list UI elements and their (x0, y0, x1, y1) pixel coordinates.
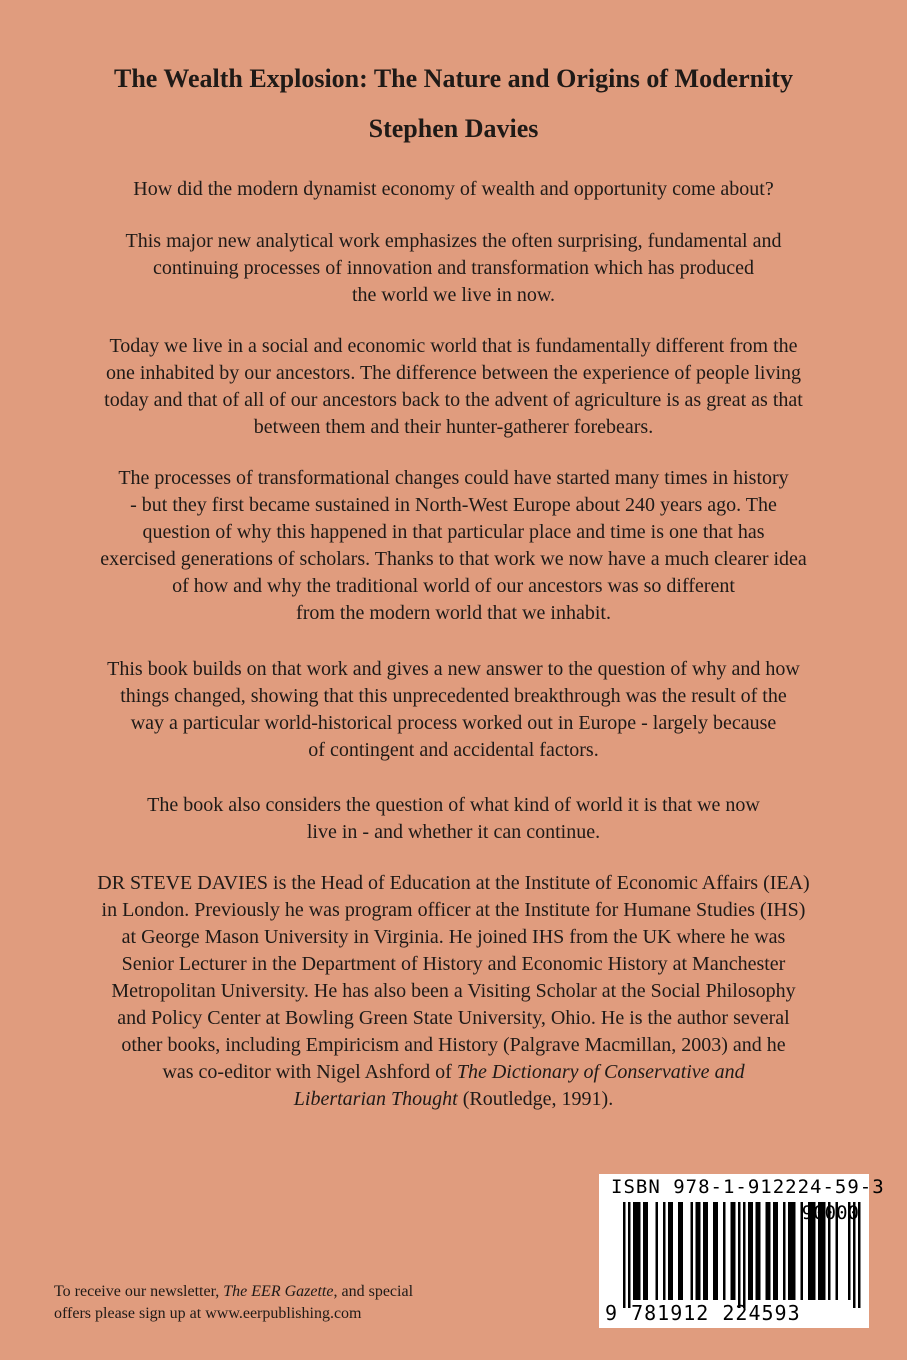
blurb-line: things changed, showing that this unprecedented breakthrough was the result of the (120, 685, 787, 707)
barcode-bar (738, 1202, 741, 1308)
bio-line: Metropolitan University. He has also been a Visiting Scholar at the Social Philosophy (111, 980, 796, 1002)
blurb-line: How did the modern dynamist economy of wealth and opportunity come about? (133, 178, 774, 200)
barcode-bar (663, 1202, 666, 1300)
barcode-bar (808, 1202, 811, 1300)
bio-line: at George Mason University in Virginia. He joined IHS from the UK where he was (121, 926, 786, 948)
barcode-bar (723, 1202, 726, 1300)
isbn-barcode (599, 1174, 885, 1328)
blurb-line: The book also considers the question of what kind of world it is that we now (147, 794, 760, 816)
bio-line: Senior Lecturer in the Department of History and Economic History at Manchester (121, 953, 786, 975)
footer-line (54, 1281, 413, 1303)
barcode-bar (801, 1202, 804, 1300)
barcode-bar (773, 1202, 776, 1300)
barcode-bar (633, 1202, 636, 1300)
author-bio (40, 870, 867, 1113)
barcode-bar (858, 1202, 861, 1308)
blurb-line: of how and why the traditional world of our ancestors was so different (172, 575, 735, 597)
blurb-line: Today we live in a social and economic world that is fundamentally different from the (109, 335, 798, 357)
blurb-line: continuing processes of innovation and transformation which has produced (153, 257, 754, 279)
footer-text: , and special (333, 1283, 414, 1300)
barcode-bar (731, 1202, 734, 1300)
barcode-bar (776, 1202, 779, 1300)
barcode-bar (793, 1202, 796, 1300)
bio-text: (Routledge, 1991). (457, 1088, 614, 1110)
barcode-bar (756, 1202, 759, 1300)
blurb-line: the world we live in now. (351, 284, 556, 306)
blurb-line: This major new analytical work emphasizes the often surprising, fundamental and (125, 230, 782, 252)
barcode-bar (733, 1202, 736, 1300)
barcode-bar (768, 1202, 771, 1300)
barcode-bar (783, 1202, 786, 1300)
bio-line: in London. Previously he was program officer at the Institute for Humane Studies (IHS) (101, 899, 806, 921)
barcode-bar (791, 1202, 794, 1300)
bio-line: other books, including Empiricism and History (Palgrave Macmillan, 2003) and he (121, 1034, 786, 1056)
barcode-bar (766, 1202, 769, 1300)
barcode-bar (853, 1202, 856, 1308)
barcode-bar (668, 1202, 671, 1300)
book-author: Stephen Davies (368, 114, 539, 143)
blurb-line: exercised generations of scholars. Thanks to that work we now have a much clearer idea (100, 548, 807, 570)
barcode-bar (691, 1202, 694, 1300)
barcode-bar (751, 1202, 754, 1300)
ean-digits: 9 781912 224593 (605, 1301, 801, 1325)
barcode-bar (821, 1202, 824, 1300)
newsletter-note (54, 1281, 413, 1325)
blurb-line: one inhabited by our ancestors. The difference between the experience of people living (105, 362, 802, 384)
blurb-line: of contingent and accidental factors. (308, 739, 599, 761)
barcode-bar (818, 1202, 821, 1300)
barcode-bar (628, 1202, 631, 1308)
footer-text: To receive our newsletter, (54, 1283, 224, 1300)
bio-line: and Policy Center at Bowling Green State University, Ohio. He is the author several (117, 1007, 790, 1029)
barcode-bar (748, 1202, 751, 1300)
barcode-bar (656, 1202, 659, 1300)
barcode-bar (643, 1202, 646, 1300)
barcode-bar (698, 1202, 701, 1300)
footer-line: offers please sign up at www.eerpublishing.com (54, 1305, 362, 1322)
book-reference-italic: The Dictionary of Conservative and (456, 1061, 745, 1083)
blurb-line: - but they first became sustained in North-West Europe about 240 years ago. The (130, 494, 777, 516)
isbn-label: ISBN 978-1-912224-59-3 (611, 1176, 885, 1198)
blurb-paragraph-6 (40, 792, 867, 846)
blurb-paragraph-5 (40, 656, 867, 764)
barcode-bar (848, 1202, 851, 1300)
barcode-bar (788, 1202, 791, 1300)
blurb-paragraph-3 (40, 333, 867, 441)
barcode-bar (716, 1202, 719, 1300)
barcode-bar (646, 1202, 649, 1300)
blurb-line: The processes of transformational changes could have started many times in history (118, 467, 789, 489)
book-reference-italic: Libertarian Thought (293, 1088, 458, 1110)
blurb-line: from the modern world that we inhabit. (296, 602, 611, 624)
barcode-bar (823, 1202, 826, 1300)
bio-text: was co-editor with Nigel Ashford of (162, 1061, 457, 1083)
blurb-paragraph-1 (40, 176, 867, 203)
bio-line: DR STEVE DAVIES is the Head of Education at the Institute of Economic Affairs (IEA) (97, 872, 810, 894)
barcode-bar (703, 1202, 706, 1300)
blurb-line: between them and their hunter-gatherer forebears. (253, 416, 654, 438)
barcode-bar (706, 1202, 709, 1300)
barcode-bar (681, 1202, 684, 1300)
barcode-bar (836, 1202, 839, 1300)
barcode-bar (678, 1202, 681, 1300)
barcode-bar (696, 1202, 699, 1300)
bio-line (40, 1086, 867, 1113)
blurb-line: question of why this happened in that particular place and time is one that has (142, 521, 765, 543)
blurb-line: way a particular world-historical process worked out in Europe - largely because (130, 712, 777, 734)
blurb-line: live in - and whether it can continue. (306, 821, 601, 843)
blurb-line: This book builds on that work and gives a new answer to the question of why and how (107, 658, 800, 680)
blurb-paragraph-2 (40, 228, 867, 309)
barcode-bar (713, 1202, 716, 1300)
blurb-line: today and that of all of our ancestors back to the advent of agriculture is as great as that (104, 389, 803, 411)
barcode-bar (671, 1202, 674, 1300)
barcode-bar (811, 1202, 814, 1300)
barcode-bar (638, 1202, 641, 1300)
bio-line (40, 1059, 867, 1086)
newsletter-name: The EER Gazette (223, 1283, 334, 1300)
barcode-bar (813, 1202, 816, 1300)
barcode-bar (758, 1202, 761, 1300)
blurb-paragraph-4 (40, 465, 867, 627)
barcode-bar (623, 1202, 626, 1308)
book-title: The Wealth Explosion: The Nature and Origins of Modernity (114, 64, 793, 93)
barcode-bar (743, 1202, 746, 1308)
barcode-bar (636, 1202, 639, 1300)
barcode-bar (828, 1202, 831, 1300)
